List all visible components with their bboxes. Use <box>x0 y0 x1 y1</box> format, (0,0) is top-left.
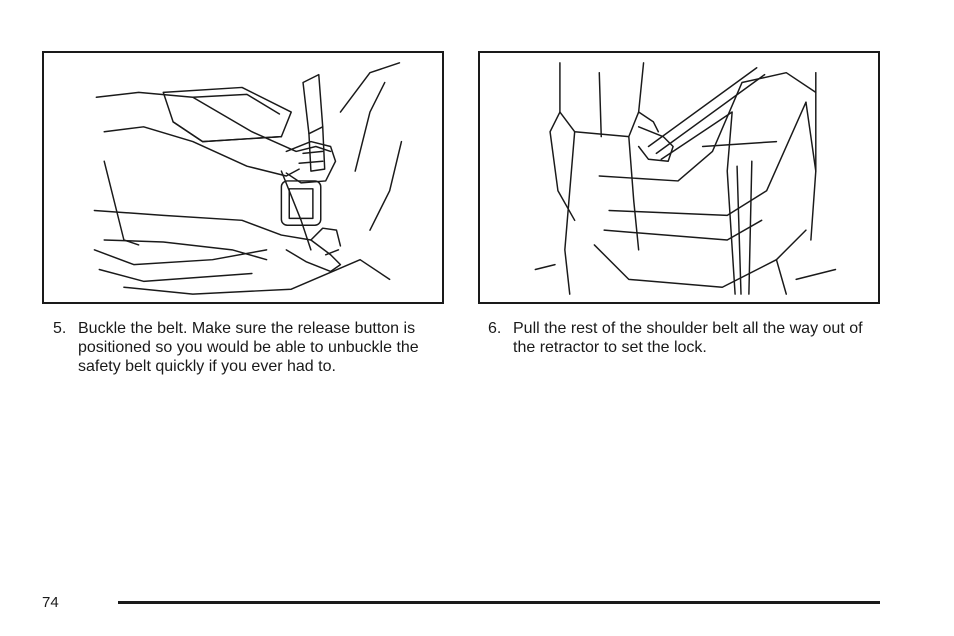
pull-shoulder-belt-drawing <box>480 53 878 302</box>
step-text: Buckle the belt. Make sure the release button is positioned so you would be able to unbuckle the safety belt quickly if you ever had to. <box>78 320 419 375</box>
buckle-belt-drawing <box>44 53 442 302</box>
step-text: Pull the rest of the shoulder belt all the way out of the retractor to set the lock. <box>513 320 863 356</box>
step-number: 6. <box>488 320 502 337</box>
illustration-pull-shoulder-belt <box>478 51 880 304</box>
step-number: 5. <box>53 320 67 337</box>
page-number: 74 <box>42 594 59 611</box>
footer-rule <box>118 601 880 604</box>
illustration-buckle-belt <box>42 51 444 304</box>
